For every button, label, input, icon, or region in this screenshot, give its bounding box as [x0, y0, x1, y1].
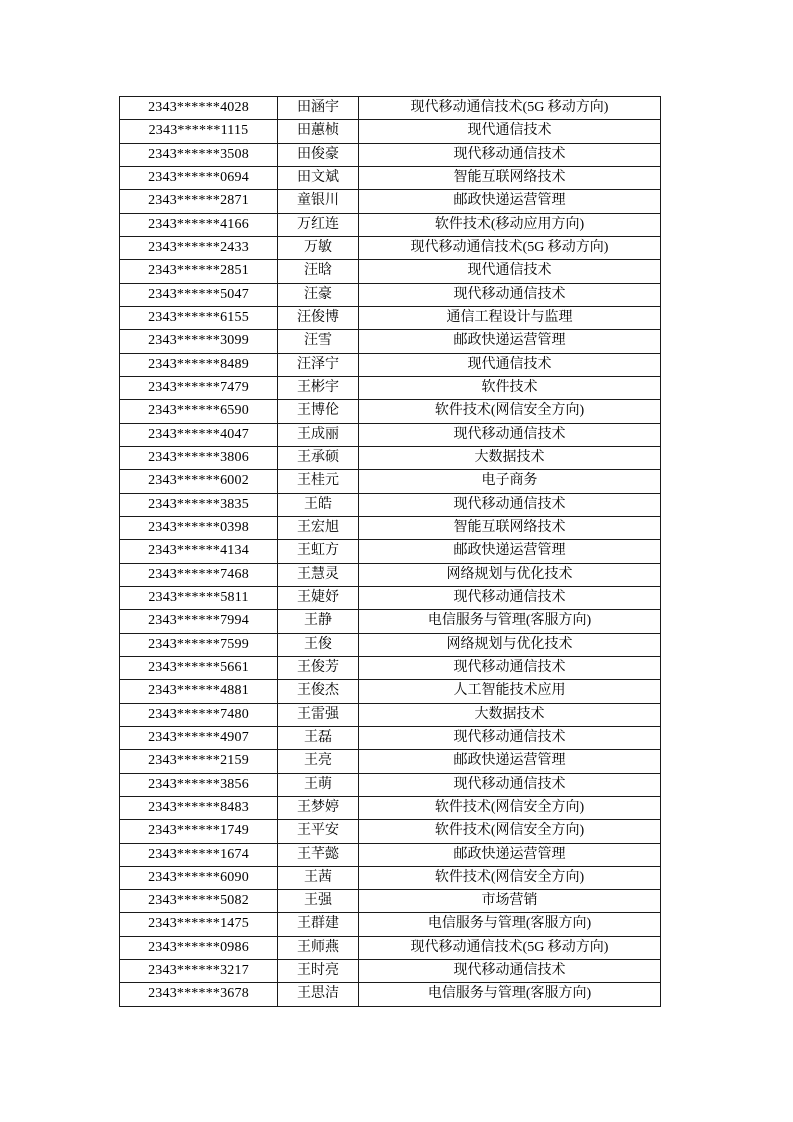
- candidate-id-cell: 2343******4166: [120, 213, 278, 236]
- candidate-major-cell: 软件技术: [359, 376, 661, 399]
- table-row: [120, 796, 661, 819]
- table-row: [120, 773, 661, 796]
- candidate-major-cell: 通信工程设计与监理: [359, 306, 661, 329]
- candidate-name-cell: 王思洁: [278, 983, 359, 1006]
- candidate-id-cell: 2343******5047: [120, 283, 278, 306]
- table-row: [120, 540, 661, 563]
- candidate-name-cell: 王静: [278, 610, 359, 633]
- table-row: [120, 633, 661, 656]
- candidate-id-cell: 2343******8483: [120, 796, 278, 819]
- table-row: [120, 97, 661, 120]
- table-row: [120, 376, 661, 399]
- candidate-id-cell: 2343******2433: [120, 236, 278, 259]
- candidate-id-cell: 2343******0398: [120, 516, 278, 539]
- candidate-major-cell: 邮政快递运营管理: [359, 750, 661, 773]
- candidate-id-cell: 2343******5661: [120, 656, 278, 679]
- candidate-id-cell: 2343******3217: [120, 960, 278, 983]
- candidate-name-cell: 田涵宇: [278, 97, 359, 120]
- candidate-major-cell: 软件技术(网信安全方向): [359, 820, 661, 843]
- candidate-name-cell: 田蕙桢: [278, 120, 359, 143]
- candidate-id-cell: 2343******3678: [120, 983, 278, 1006]
- candidate-name-cell: 王成丽: [278, 423, 359, 446]
- candidate-name-cell: 万红连: [278, 213, 359, 236]
- candidate-id-cell: 2343******4881: [120, 680, 278, 703]
- table-row: [120, 750, 661, 773]
- candidate-id-cell: 2343******6090: [120, 866, 278, 889]
- candidate-name-cell: 王芊懿: [278, 843, 359, 866]
- table-row: [120, 890, 661, 913]
- table-row: [120, 983, 661, 1006]
- candidate-major-cell: 软件技术(网信安全方向): [359, 866, 661, 889]
- candidate-major-cell: 现代移动通信技术: [359, 586, 661, 609]
- candidate-id-cell: 2343******7994: [120, 610, 278, 633]
- candidate-major-cell: 现代移动通信技术: [359, 143, 661, 166]
- table-row: [120, 400, 661, 423]
- candidate-id-cell: 2343******4134: [120, 540, 278, 563]
- table-row: [120, 820, 661, 843]
- candidate-major-cell: 软件技术(网信安全方向): [359, 400, 661, 423]
- candidate-major-cell: 软件技术(移动应用方向): [359, 213, 661, 236]
- table-row: [120, 470, 661, 493]
- candidate-id-cell: 2343******2871: [120, 190, 278, 213]
- table-row: [120, 680, 661, 703]
- candidate-name-cell: 王师燕: [278, 936, 359, 959]
- candidate-name-cell: 王婕妤: [278, 586, 359, 609]
- candidate-major-cell: 邮政快递运营管理: [359, 190, 661, 213]
- candidate-name-cell: 王群建: [278, 913, 359, 936]
- candidate-major-cell: 现代移动通信技术: [359, 773, 661, 796]
- table-row: [120, 913, 661, 936]
- candidate-name-cell: 王亮: [278, 750, 359, 773]
- candidate-name-cell: 王承硕: [278, 446, 359, 469]
- table-row: [120, 516, 661, 539]
- candidate-major-cell: 大数据技术: [359, 446, 661, 469]
- candidate-name-cell: 王桂元: [278, 470, 359, 493]
- candidate-name-cell: 王梦婷: [278, 796, 359, 819]
- table-row: [120, 236, 661, 259]
- candidate-id-cell: 2343******1475: [120, 913, 278, 936]
- candidate-name-cell: 王皓: [278, 493, 359, 516]
- candidate-name-cell: 汪俊博: [278, 306, 359, 329]
- candidate-major-cell: 电信服务与管理(客服方向): [359, 983, 661, 1006]
- candidate-name-cell: 王虹方: [278, 540, 359, 563]
- candidate-name-cell: 田俊豪: [278, 143, 359, 166]
- table-row: [120, 446, 661, 469]
- candidate-id-cell: 2343******7468: [120, 563, 278, 586]
- table-row: [120, 866, 661, 889]
- candidate-major-cell: 电信服务与管理(客服方向): [359, 913, 661, 936]
- candidate-major-cell: 电信服务与管理(客服方向): [359, 610, 661, 633]
- candidate-major-cell: 邮政快递运营管理: [359, 843, 661, 866]
- candidate-id-cell: 2343******5082: [120, 890, 278, 913]
- candidate-id-cell: 2343******6155: [120, 306, 278, 329]
- candidate-major-cell: 现代移动通信技术: [359, 283, 661, 306]
- table-row: [120, 213, 661, 236]
- student-table-body: [120, 97, 661, 1007]
- candidate-major-cell: 现代通信技术: [359, 260, 661, 283]
- candidate-name-cell: 汪晗: [278, 260, 359, 283]
- candidate-id-cell: 2343******0986: [120, 936, 278, 959]
- candidate-major-cell: 大数据技术: [359, 703, 661, 726]
- table-row: [120, 586, 661, 609]
- candidate-id-cell: 2343******2159: [120, 750, 278, 773]
- table-row: [120, 260, 661, 283]
- candidate-name-cell: 田文斌: [278, 166, 359, 189]
- candidate-major-cell: 现代移动通信技术: [359, 960, 661, 983]
- candidate-name-cell: 王平安: [278, 820, 359, 843]
- candidate-name-cell: 王萌: [278, 773, 359, 796]
- table-row: [120, 306, 661, 329]
- table-row: [120, 423, 661, 446]
- candidate-id-cell: 2343******7480: [120, 703, 278, 726]
- candidate-id-cell: 2343******7479: [120, 376, 278, 399]
- candidate-major-cell: 软件技术(网信安全方向): [359, 796, 661, 819]
- candidate-name-cell: 王俊芳: [278, 656, 359, 679]
- table-row: [120, 726, 661, 749]
- table-row: [120, 610, 661, 633]
- candidate-major-cell: 智能互联网络技术: [359, 166, 661, 189]
- candidate-id-cell: 2343******1115: [120, 120, 278, 143]
- candidate-id-cell: 2343******3806: [120, 446, 278, 469]
- table-row: [120, 493, 661, 516]
- candidate-id-cell: 2343******8489: [120, 353, 278, 376]
- candidate-major-cell: 现代移动通信技术: [359, 656, 661, 679]
- candidate-name-cell: 王雷强: [278, 703, 359, 726]
- candidate-id-cell: 2343******1749: [120, 820, 278, 843]
- candidate-major-cell: 现代移动通信技术: [359, 493, 661, 516]
- candidate-id-cell: 2343******7599: [120, 633, 278, 656]
- candidate-id-cell: 2343******3099: [120, 330, 278, 353]
- table-row: [120, 120, 661, 143]
- candidate-name-cell: 王博伦: [278, 400, 359, 423]
- candidate-major-cell: 网络规划与优化技术: [359, 563, 661, 586]
- candidate-id-cell: 2343******5811: [120, 586, 278, 609]
- candidate-major-cell: 智能互联网络技术: [359, 516, 661, 539]
- candidate-name-cell: 汪豪: [278, 283, 359, 306]
- candidate-id-cell: 2343******3856: [120, 773, 278, 796]
- candidate-name-cell: 王俊杰: [278, 680, 359, 703]
- table-row: [120, 563, 661, 586]
- candidate-name-cell: 王彬宇: [278, 376, 359, 399]
- candidate-id-cell: 2343******3508: [120, 143, 278, 166]
- candidate-name-cell: 王俊: [278, 633, 359, 656]
- candidate-major-cell: 邮政快递运营管理: [359, 330, 661, 353]
- candidate-major-cell: 现代移动通信技术(5G 移动方向): [359, 97, 661, 120]
- candidate-id-cell: 2343******2851: [120, 260, 278, 283]
- candidate-name-cell: 王慧灵: [278, 563, 359, 586]
- candidate-id-cell: 2343******1674: [120, 843, 278, 866]
- candidate-name-cell: 万敏: [278, 236, 359, 259]
- candidate-major-cell: 现代移动通信技术: [359, 726, 661, 749]
- table-row: [120, 960, 661, 983]
- candidate-major-cell: 市场营销: [359, 890, 661, 913]
- candidate-id-cell: 2343******4028: [120, 97, 278, 120]
- candidate-major-cell: 邮政快递运营管理: [359, 540, 661, 563]
- candidate-major-cell: 现代移动通信技术(5G 移动方向): [359, 936, 661, 959]
- table-row: [120, 166, 661, 189]
- table-row: [120, 353, 661, 376]
- candidate-name-cell: 王强: [278, 890, 359, 913]
- table-row: [120, 843, 661, 866]
- candidate-major-cell: 人工智能技术应用: [359, 680, 661, 703]
- candidate-major-cell: 电子商务: [359, 470, 661, 493]
- table-row: [120, 190, 661, 213]
- candidate-name-cell: 汪泽宁: [278, 353, 359, 376]
- table-row: [120, 330, 661, 353]
- table-row: [120, 703, 661, 726]
- candidate-id-cell: 2343******3835: [120, 493, 278, 516]
- candidate-name-cell: 汪雪: [278, 330, 359, 353]
- table-row: [120, 656, 661, 679]
- candidate-name-cell: 王茜: [278, 866, 359, 889]
- candidate-id-cell: 2343******0694: [120, 166, 278, 189]
- student-table: [119, 96, 661, 1007]
- candidate-major-cell: 现代移动通信技术(5G 移动方向): [359, 236, 661, 259]
- table-row: [120, 143, 661, 166]
- table-row: [120, 936, 661, 959]
- candidate-id-cell: 2343******6590: [120, 400, 278, 423]
- candidate-id-cell: 2343******6002: [120, 470, 278, 493]
- candidate-name-cell: 王时亮: [278, 960, 359, 983]
- candidate-major-cell: 现代通信技术: [359, 353, 661, 376]
- candidate-name-cell: 童银川: [278, 190, 359, 213]
- candidate-id-cell: 2343******4047: [120, 423, 278, 446]
- candidate-major-cell: 现代通信技术: [359, 120, 661, 143]
- candidate-name-cell: 王磊: [278, 726, 359, 749]
- candidate-major-cell: 网络规划与优化技术: [359, 633, 661, 656]
- candidate-major-cell: 现代移动通信技术: [359, 423, 661, 446]
- candidate-id-cell: 2343******4907: [120, 726, 278, 749]
- candidate-name-cell: 王宏旭: [278, 516, 359, 539]
- table-row: [120, 283, 661, 306]
